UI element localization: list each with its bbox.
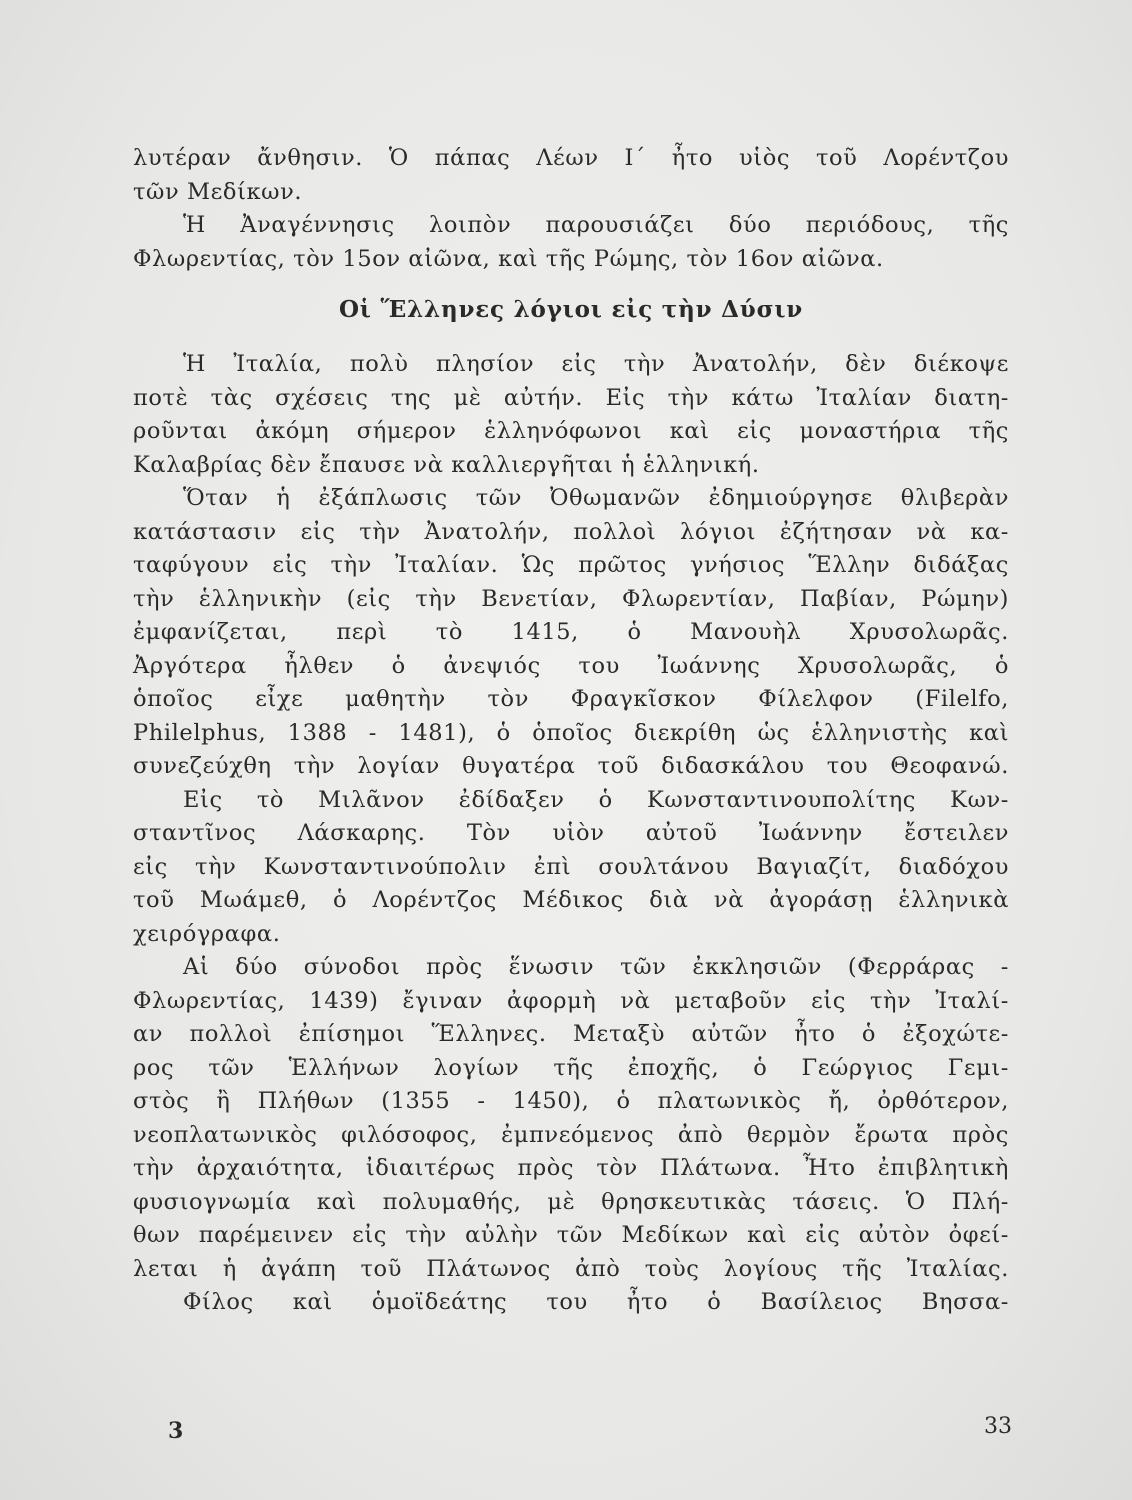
page-number: 33 — [984, 1414, 1012, 1439]
text-line: ταφύγουν εἰς τὴν Ἰταλίαν. Ὡς πρῶτος γνήσιος Ἕλλην διδάξας — [133, 552, 1009, 578]
section-heading: Οἱ Ἕλληνες λόγιοι εἰς τὴν Δύσιν — [338, 296, 804, 323]
text-line: λεται ἡ ἀγάπη τοῦ Πλάτωνος ἀπὸ τοὺς λογίους τῆς Ἰταλίας. — [133, 1255, 1009, 1282]
text-line: Φλωρεντίας, 1439) ἔγιναν ἀφορμὴ νὰ μεταβοῦν εἰς τὴν Ἰταλί- — [133, 987, 1009, 1014]
text-line: φυσιογνωμία καὶ πολυμαθής, μὲ θρησκευτικὰς τάσεις. Ὁ Πλή- — [133, 1188, 1009, 1215]
text-line: χειρόγραφα. — [133, 920, 281, 947]
text-line: λυτέραν ἄνθησιν. Ὁ πάπας Λέων Ι΄ ἦτο υἱὸς τοῦ Λορέντζου — [133, 145, 1009, 171]
text-line: τὴν ἑλληνικὴν (εἰς τὴν Βενετίαν, Φλωρεντίαν, Παβίαν, Ρώμην) — [133, 585, 1009, 612]
text-line: συνεζεύχθη τὴν λογίαν θυγατέρα τοῦ διδασκάλου του Θεοφανώ. — [133, 753, 1009, 779]
text-line: Ἡ Ἀναγέννησις λοιπὸν παρουσιάζει δύο περιόδους, τῆς — [183, 212, 1009, 238]
text-line: αν πολλοὶ ἐπίσημοι Ἕλληνες. Μεταξὺ αὐτῶν ἦτο ὁ ἐξοχώτε- — [133, 1021, 1009, 1047]
text-line: τὴν ἀρχαιότητα, ἰδιαιτέρως πρὸς τὸν Πλάτωνα. Ἦτο ἐπιβλητικὴ — [133, 1155, 1009, 1181]
signature-mark: 3 — [168, 1418, 184, 1444]
text-line: ποτὲ τὰς σχέσεις της μὲ αὐτήν. Εἰς τὴν κάτω Ἰταλίαν διατη- — [133, 384, 1009, 411]
text-line: τοῦ Μωάμεθ, ὁ Λορέντζος Μέδικος διὰ νὰ ἀγοράσῃ ἑλληνικὰ — [133, 887, 1009, 913]
page-text — [133, 142, 1009, 1320]
text-line: θων παρέμεινεν εἰς τὴν αὐλὴν τῶν Μεδίκων καὶ εἰς αὐτὸν ὀφεί- — [133, 1222, 1009, 1248]
text-line: κατάστασιν εἰς τὴν Ἀνατολήν, πολλοὶ λόγιοι ἐζήτησαν νὰ κα- — [133, 518, 1009, 545]
text-line: Φλωρεντίας, τὸν 15ον αἰῶνα, καὶ τῆς Ρώμης, τὸν 16ον αἰῶνα. — [133, 245, 884, 272]
text-line: εἰς τὴν Κωνσταντινούπολιν ἐπὶ σουλτάνου Βαγιαζίτ, διαδόχου — [133, 853, 1009, 880]
text-line: Καλαβρίας δὲν ἔπαυσε νὰ καλλιεργῆται ἡ ἑλληνική. — [133, 451, 760, 478]
text-line: Philelphus, 1388 - 1481), ὁ ὁποῖος διεκρίθη ὡς ἑλληνιστὴς καὶ — [133, 719, 1009, 746]
text-line: Ἀργότερα ἦλθεν ὁ ἀνεψιός του Ἰωάννης Χρυσολωρᾶς, ὁ — [133, 652, 1009, 679]
text-line: ἐμφανίζεται, περὶ τὸ 1415, ὁ Μανουὴλ Χρυσολωρᾶς. — [133, 619, 1009, 645]
text-line: σταντῖνος Λάσκαρης. Τὸν υἱὸν αὐτοῦ Ἰωάννην ἔστειλεν — [133, 820, 1009, 846]
text-line: ρος τῶν Ἑλλήνων λογίων τῆς ἐποχῆς, ὁ Γεώργιος Γεμι- — [133, 1054, 1009, 1081]
text-line: στὸς ἢ Πλήθων (1355 - 1450), ὁ πλατωνικὸς ἤ, ὀρθότερον, — [133, 1088, 1009, 1114]
text-line: ὁποῖος εἶχε μαθητὴν τὸν Φραγκῖσκον Φίλελφον (Filelfo, — [133, 686, 1009, 712]
text-line: Εἰς τὸ Μιλᾶνον ἐδίδαξεν ὁ Κωνσταντινουπολίτης Κων- — [183, 786, 1009, 813]
text-line: Φίλος καὶ ὁμοϊδεάτης του ἦτο ὁ Βασίλειος Βησσα- — [183, 1289, 1009, 1315]
text-line: τῶν Μεδίκων. — [133, 178, 303, 205]
text-line: Ὅταν ἡ ἐξάπλωσις τῶν Ὀθωμανῶν ἐδημιούργησε θλιβερὰν — [183, 485, 1009, 511]
text-line: ροῦνται ἀκόμη σήμερον ἑλληνόφωνοι καὶ εἰς μοναστήρια τῆς — [133, 418, 1009, 444]
text-line: Ἡ Ἰταλία, πολὺ πλησίον εἰς τὴν Ἀνατολήν, δὲν διέκοψε — [183, 351, 1009, 377]
text-line: Αἱ δύο σύνοδοι πρὸς ἕνωσιν τῶν ἐκκλησιῶν (Φερράρας - — [183, 954, 1009, 980]
text-line: νεοπλατωνικὸς φιλόσοφος, ἐμπνεόμενος ἀπὸ θερμὸν ἔρωτα πρὸς — [133, 1121, 1009, 1148]
